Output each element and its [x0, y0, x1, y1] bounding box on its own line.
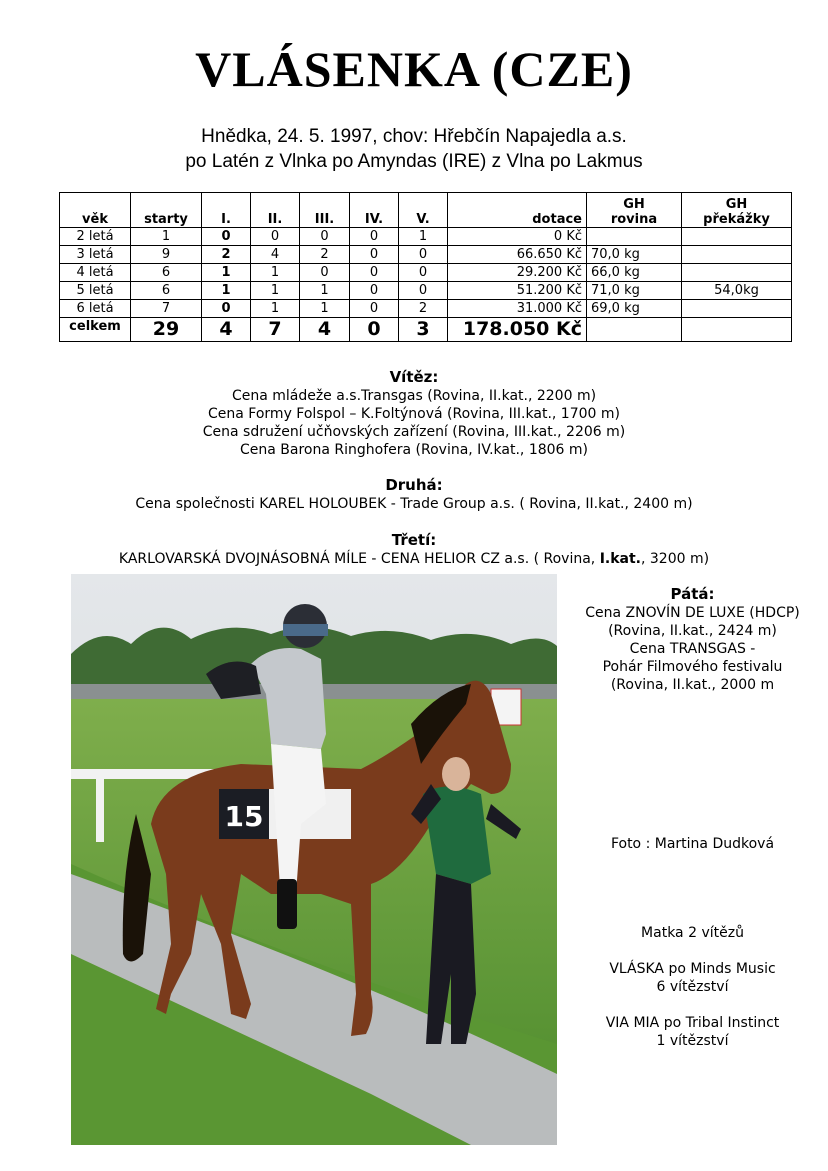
winner-race-1: Cena mládeže a.s.Transgas (Rovina, II.kat., 2200 m): [231, 388, 597, 404]
winner-race-4: Cena Barona Ringhofera (Rovina, IV.kat., 1806 m): [240, 442, 588, 458]
third-place-section: [0, 530, 828, 568]
table-cell: 1: [202, 264, 251, 282]
horse-photo: [71, 574, 557, 1145]
third-heading: Třetí:: [391, 531, 437, 549]
table-cell: 71,0 kg: [587, 282, 682, 300]
table-cell: 1: [251, 282, 300, 300]
dam-offspring-1-wins: 6 vítězství: [656, 979, 729, 995]
fifth-line-4: Pohár Filmového festivalu: [602, 659, 783, 675]
table-row: [60, 282, 792, 300]
table-header-row: [60, 193, 792, 228]
table-cell: [682, 228, 792, 246]
table-row: [60, 264, 792, 282]
total-cell: 29: [131, 318, 202, 342]
table-cell: 0: [202, 228, 251, 246]
table-cell: [682, 300, 792, 318]
total-cell: [587, 318, 682, 342]
dam-title: Matka 2 vítězů: [641, 925, 744, 941]
table-cell: 0: [350, 282, 399, 300]
table-cell: 6: [131, 264, 202, 282]
winner-heading: Vítěz:: [389, 368, 439, 386]
table-cell: 1: [251, 264, 300, 282]
table-cell: 1: [202, 282, 251, 300]
fifth-heading: Pátá:: [670, 585, 715, 603]
table-cell: 0: [350, 264, 399, 282]
table-cell: 0 Kč: [448, 228, 587, 246]
subtitle-pedigree: po Latén z Vlnka po Amyndas (IRE) z Vlna po Lakmus: [185, 151, 643, 172]
dam-offspring-2-wins: 1 vítězství: [656, 1033, 729, 1049]
col-age: věk: [60, 193, 131, 228]
col-starts: starty: [131, 193, 202, 228]
fifth-line-1: Cena ZNOVÍN DE LUXE (HDCP): [585, 605, 800, 621]
table-cell: 2: [202, 246, 251, 264]
third-race-1: KARLOVARSKÁ DVOJNÁSOBNÁ MÍLE - CENA HELIOR CZ a.s. ( Rovina, I.kat., 3200 m): [118, 551, 710, 567]
table-cell: 2 letá: [60, 228, 131, 246]
table-row: [60, 300, 792, 318]
table-cell: 70,0 kg: [587, 246, 682, 264]
table-cell: 2: [300, 246, 350, 264]
table-cell: 0: [251, 228, 300, 246]
table-cell: 4 letá: [60, 264, 131, 282]
total-cell: 7: [251, 318, 300, 342]
table-cell: 6: [131, 282, 202, 300]
second-place-section: [0, 475, 828, 513]
winner-race-2: Cena Formy Folspol – K.Foltýnová (Rovina, III.kat., 1700 m): [208, 406, 620, 422]
table-cell: 3 letá: [60, 246, 131, 264]
fifth-place-section: [557, 584, 828, 694]
table-total-row: [60, 318, 792, 342]
table-cell: 54,0kg: [682, 282, 792, 300]
table-cell: 0: [399, 264, 448, 282]
table-cell: 0: [300, 264, 350, 282]
fifth-line-3: Cena TRANSGAS -: [629, 641, 756, 657]
table-row: [60, 228, 792, 246]
horse-name-title: VLÁSENKA (CZE): [195, 41, 633, 97]
col-fourth: IV.: [350, 193, 399, 228]
table-cell: 7: [131, 300, 202, 318]
total-cell: 178.050 Kč: [448, 318, 587, 342]
saddle-number: 15: [224, 800, 264, 833]
col-gh-flat: GH rovina: [587, 193, 682, 228]
table-cell: 0: [399, 246, 448, 264]
table-cell: 1: [399, 228, 448, 246]
winner-section: [0, 367, 828, 459]
dam-section: [557, 924, 828, 1050]
table-cell: 1: [131, 228, 202, 246]
table-cell: [682, 246, 792, 264]
subtitle-breeding: Hnědka, 24. 5. 1997, chov: Hřebčín Napajedla a.s.: [201, 126, 627, 147]
table-cell: 51.200 Kč: [448, 282, 587, 300]
table-cell: 0: [350, 300, 399, 318]
table-cell: 2: [399, 300, 448, 318]
second-heading: Druhá:: [385, 476, 443, 494]
table-cell: 1: [300, 300, 350, 318]
table-cell: 0: [202, 300, 251, 318]
col-first: I.: [202, 193, 251, 228]
fifth-line-5: (Rovina, II.kat., 2000 m: [610, 677, 775, 693]
total-cell: 4: [202, 318, 251, 342]
winner-race-3: Cena sdružení učňovských zařízení (Rovina, III.kat., 2206 m): [202, 424, 626, 440]
total-cell: 3: [399, 318, 448, 342]
total-cell: celkem: [60, 318, 131, 342]
table-cell: [587, 228, 682, 246]
total-cell: [682, 318, 792, 342]
second-race-1: Cena společnosti KAREL HOLOUBEK - Trade Group a.s. ( Rovina, II.kat., 2400 m): [135, 496, 693, 512]
fifth-line-2: (Rovina, II.kat., 2424 m): [608, 623, 777, 639]
dam-offspring-1-name: VLÁSKA po Minds Music: [609, 961, 776, 977]
table-cell: 66.650 Kč: [448, 246, 587, 264]
table-cell: 0: [300, 228, 350, 246]
table-cell: 31.000 Kč: [448, 300, 587, 318]
table-cell: 29.200 Kč: [448, 264, 587, 282]
table-row: [60, 246, 792, 264]
col-gh-hurdles: GH překážky: [682, 193, 792, 228]
table-cell: 9: [131, 246, 202, 264]
table-cell: 1: [300, 282, 350, 300]
col-fifth: V.: [399, 193, 448, 228]
table-cell: 6 letá: [60, 300, 131, 318]
total-cell: 0: [350, 318, 399, 342]
table-cell: [682, 264, 792, 282]
race-statistics-table: [59, 192, 792, 342]
table-cell: 4: [251, 246, 300, 264]
dam-offspring-2-name: VIA MIA po Tribal Instinct: [605, 1015, 780, 1031]
table-cell: 0: [399, 282, 448, 300]
total-cell: 4: [300, 318, 350, 342]
table-cell: 5 letá: [60, 282, 131, 300]
table-cell: 0: [350, 246, 399, 264]
col-third: III.: [300, 193, 350, 228]
table-cell: 66,0 kg: [587, 264, 682, 282]
photo-credit: Foto : Martina Dudková: [610, 836, 775, 852]
table-cell: 0: [350, 228, 399, 246]
table-cell: 69,0 kg: [587, 300, 682, 318]
col-second: II.: [251, 193, 300, 228]
table-cell: 1: [251, 300, 300, 318]
col-prize-money: dotace: [448, 193, 587, 228]
